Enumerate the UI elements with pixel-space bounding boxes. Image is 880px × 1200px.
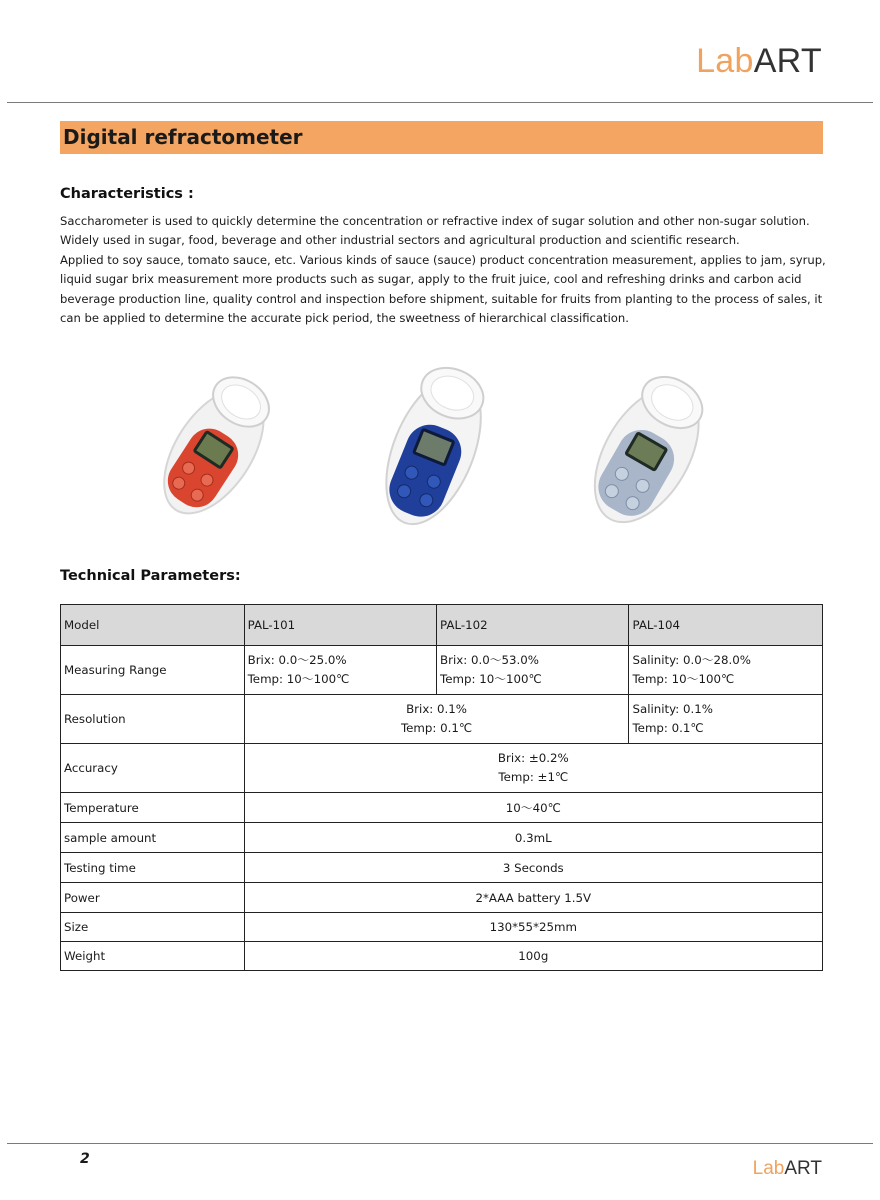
power-value: 2*AAA battery 1.5V <box>244 883 822 913</box>
table-row-temperature <box>61 793 823 823</box>
testing-time-label: Testing time <box>61 853 245 883</box>
accuracy-temp: Temp: ±1℃ <box>498 770 569 784</box>
measuring-range-pal-101 <box>244 646 436 695</box>
resolution-brix: Brix: 0.1% <box>406 701 467 716</box>
table-row-resolution <box>61 695 823 744</box>
power-label: Power <box>61 883 245 913</box>
measuring-range-pal-101-temp: Temp: 10～100℃ <box>247 672 350 686</box>
table-row-measuring-range <box>61 646 823 695</box>
table-row-model <box>61 605 823 646</box>
resolution-temp: Temp: 0.1℃ <box>400 721 473 735</box>
model-label: Model <box>61 605 245 646</box>
technical-parameters-table <box>60 604 823 971</box>
labart-logo-footer <box>753 1158 822 1180</box>
characteristics-heading: Characteristics : <box>60 186 194 202</box>
labart-logo-header <box>696 42 822 81</box>
model-pal-102: PAL-102 <box>437 605 629 646</box>
footer-divider <box>7 1143 873 1144</box>
model-pal-101: PAL-101 <box>244 605 436 646</box>
measuring-range-pal-102 <box>437 646 629 695</box>
temperature-value: 10～40℃ <box>244 793 822 823</box>
table-row-accuracy <box>61 744 823 793</box>
logo-lab-text: Lab <box>696 42 754 80</box>
measuring-range-pal-104 <box>629 646 823 695</box>
measuring-range-label: Measuring Range <box>61 646 245 695</box>
temperature-label: Temperature <box>61 793 245 823</box>
size-label: Size <box>61 913 245 942</box>
table-row-weight <box>61 942 823 971</box>
table-row-testing-time <box>61 853 823 883</box>
accuracy-brix: Brix: ±0.2% <box>497 750 569 765</box>
table-row-sample-amount <box>61 823 823 853</box>
measuring-range-pal-104-temp: Temp: 10～100℃ <box>632 672 735 686</box>
page-number: 2 <box>80 1151 90 1167</box>
characteristics-paragraph-1: Saccharometer is used to quickly determine the concentration or refractive index of sugar solution and other non-sugar solution. Widely used in sugar, food, beverage and other industrial sectors and agricultural production and scientific research. <box>60 214 810 248</box>
measuring-range-pal-104-salinity: Salinity: 0.0～28.0% <box>632 652 752 667</box>
accuracy-value <box>244 744 822 793</box>
measuring-range-pal-102-brix: Brix: 0.0～53.0% <box>440 652 540 667</box>
red-refractometer <box>128 372 298 522</box>
resolution-pal-104-temp: Temp: 0.1℃ <box>632 721 704 735</box>
page-title: Digital refractometer <box>63 125 303 149</box>
characteristics-paragraph-2: Applied to soy sauce, tomato sauce, etc. Various kinds of sauce (sauce) product concentration measurement, applies to jam, syrup, liquid sugar brix measurement more products such as sugar, apply to the fruit juice, cool and refreshing drinks and carbon acid beverage production line, quality control and inspection before shipment, suitable for fruits from planting to the process of sales, it can be applied to determine the accurate pick period, the sweetness of hierarchical classification. <box>60 253 826 326</box>
logo-art-text: ART <box>753 42 822 80</box>
resolution-pal-104-salinity: Salinity: 0.1% <box>632 701 713 716</box>
weight-label: Weight <box>61 942 245 971</box>
title-bar <box>60 121 823 154</box>
table-row-size <box>61 913 823 942</box>
technical-parameters-heading: Technical Parameters: <box>60 568 241 584</box>
table-row-power <box>61 883 823 913</box>
measuring-range-pal-101-brix: Brix: 0.0～25.0% <box>247 652 347 667</box>
sample-amount-value: 0.3mL <box>244 823 822 853</box>
resolution-pal-104 <box>629 695 823 744</box>
footer-logo-lab-text: Lab <box>752 1158 785 1179</box>
header-divider <box>7 102 873 103</box>
grey-refractometer <box>556 372 736 532</box>
accuracy-label: Accuracy <box>61 744 245 793</box>
footer-logo-art-text: ART <box>784 1158 822 1179</box>
measuring-range-pal-102-temp: Temp: 10～100℃ <box>440 672 542 686</box>
resolution-pal-101-102 <box>244 695 629 744</box>
sample-amount-label: sample amount <box>61 823 245 853</box>
resolution-label: Resolution <box>61 695 245 744</box>
weight-value: 100g <box>244 942 822 971</box>
size-value: 130*55*25mm <box>244 913 822 942</box>
testing-time-value: 3 Seconds <box>244 853 822 883</box>
blue-refractometer <box>348 364 518 534</box>
model-pal-104: PAL-104 <box>629 605 823 646</box>
